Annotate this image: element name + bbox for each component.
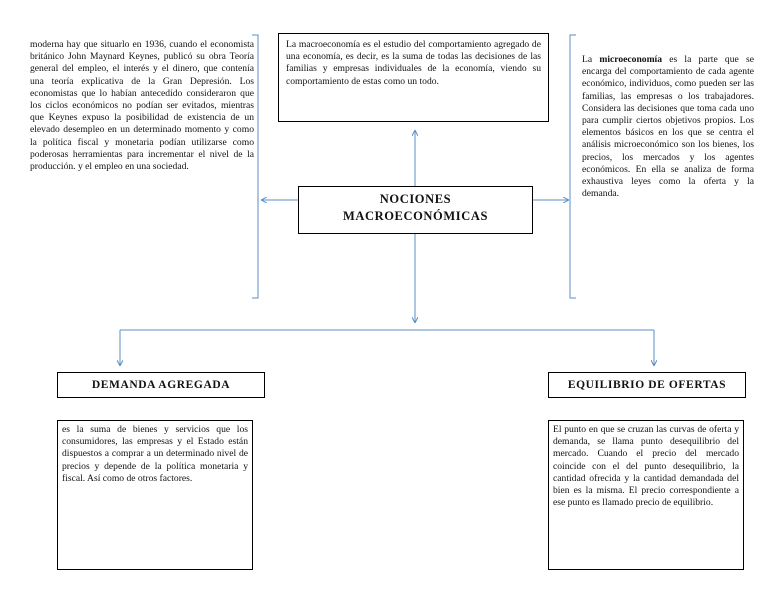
demanda-title: DEMANDA AGREGADA bbox=[91, 379, 231, 391]
macroeconomia-definition-box bbox=[278, 33, 549, 122]
demanda-text: es la suma de bienes y servicios que los consumidores, las empresas y el Estado están dispuestos a comprar a un determinado nivel de precios y depende de la política monetaria y fiscal. Así como de otros factores. bbox=[62, 424, 248, 484]
center-title-line2: MACROECONÓMICAS bbox=[342, 209, 489, 223]
left-text-body: moderna hay que situarlo en 1936, cuando el economista británico John Maynard Keynes, publicó su obra Teoría general del empleo, el interés y el dinero, que contenía una teoría explicativa de la Gran Depresión. Los economistas que lo habían antecedido consideraron que los ciclos económicos no podían ser evitados, mientras que Keynes expuso la posibilidad de existencia de un elevado desempleo en un determinado momento y como la política fiscal y monetaria podían utilizarse como poderosas herramientas para incrementar el nivel de la producción. y el empleo en una sociedad. bbox=[30, 39, 254, 173]
equilibrio-title: EQUILIBRIO DE OFERTAS bbox=[567, 379, 727, 391]
right-bracket bbox=[570, 35, 576, 298]
center-title-box bbox=[298, 186, 533, 234]
left-text-keynes bbox=[30, 39, 254, 173]
equilibrio-title-box bbox=[548, 372, 746, 398]
equilibrio-text-box bbox=[548, 420, 744, 570]
right-text-microeconomia: La microeconomía es la parte que se encarga del comportamiento de cada agente económico, individuos, como pueden ser las familias, las empresas o los trabajadores. Considera las decisiones que toma cada uno para cumplir ciertos objetivos propios. Los elementos básicos en los que se centra el análisis microeconómico son los bienes, los precios, los mercados y los agentes económicos. En ella se analiza de forma exhaustiva leyes como la oferta y la demanda. bbox=[582, 54, 754, 200]
macroeconomia-definition-text: La macroeconomía es el estudio del comportamiento agregado de una economía, es decir, es la suma de todas las decisiones de las familias y empresas individuales de la economía, viendo su comportamiento de estas como un todo. bbox=[286, 39, 541, 87]
center-title-line1: NOCIONES bbox=[379, 192, 452, 206]
demanda-title-box bbox=[57, 372, 265, 398]
demanda-text-box bbox=[57, 420, 253, 570]
microeconomia-keyword: microeconomía bbox=[599, 54, 663, 65]
equilibrio-text: El punto en que se cruzan las curvas de oferta y demanda, se llama punto desequilibrio del mercado. Cuando el precio del mercado coincide con el del punto desequilibrio, la cantidad ofrecida y la cantidad demandada del bien es la misma. El precio correspondiente a ese punto es llamado precio de equilibrio. bbox=[553, 424, 739, 509]
